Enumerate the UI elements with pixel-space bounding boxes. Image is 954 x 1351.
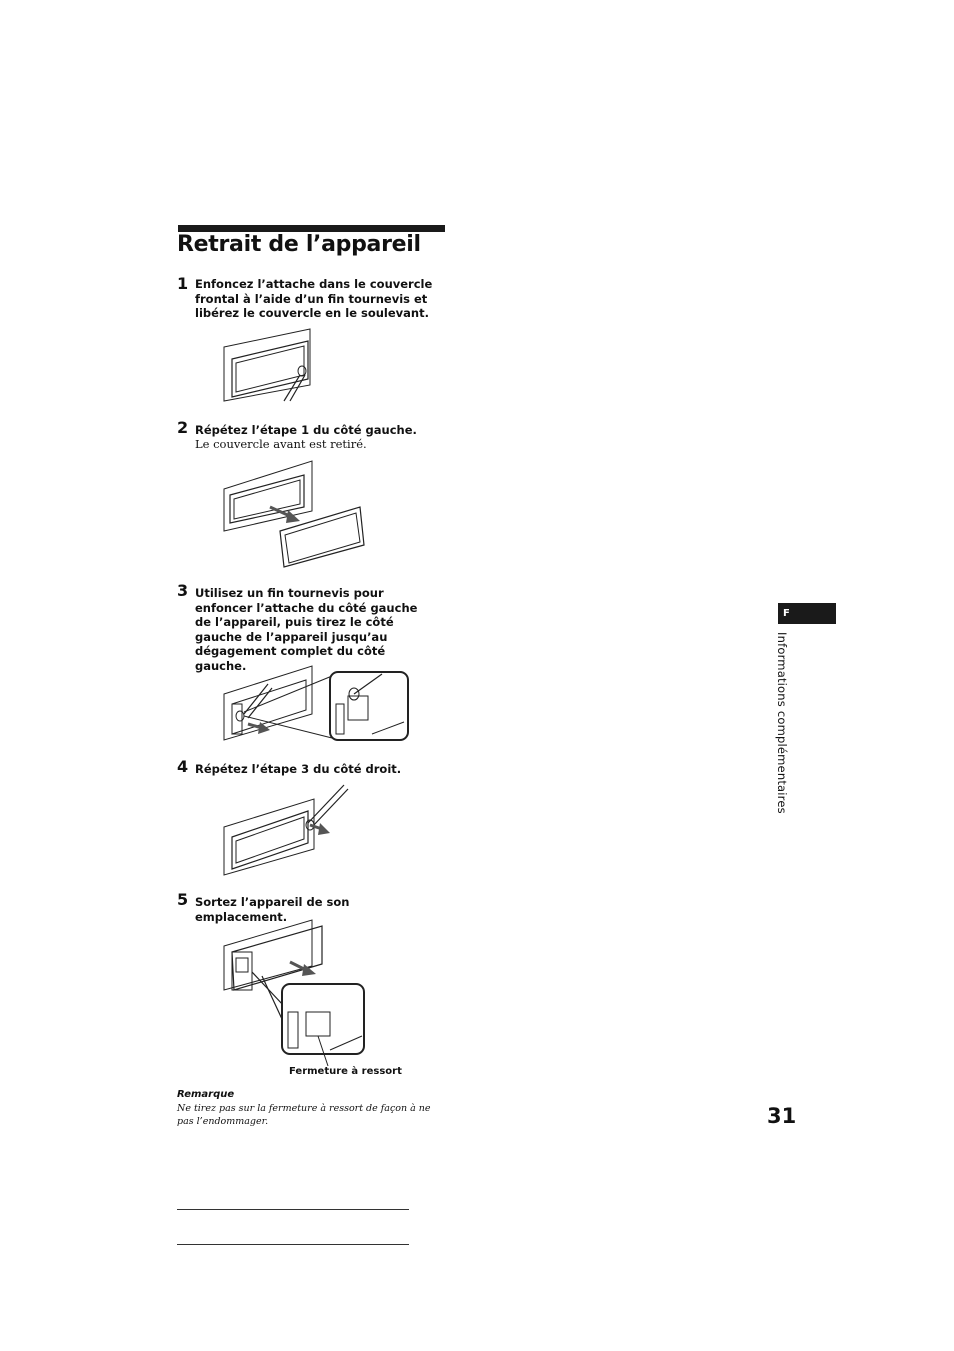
step-2-subtext: Le couvercle avant est retiré. xyxy=(195,437,367,451)
bottom-rule-1 xyxy=(177,1209,409,1210)
page-title: Retrait de l’appareil xyxy=(177,232,421,257)
step-5-text: Sortez l’appareil de son emplacement. xyxy=(195,895,350,924)
step-3-illustration xyxy=(222,664,412,744)
step-3-number: 3 xyxy=(177,581,189,600)
step-4-number: 4 xyxy=(177,757,189,776)
step-5-number: 5 xyxy=(177,890,189,909)
step-3-text: Utilisez un fin tournevis pour enfoncer l’attache du côté gauche de l’appareil, puis tirez le côté gauche de l’appareil jusqu’au dégagement complet du côté gauche. xyxy=(195,586,418,673)
side-section-label-text: Informations complémentaires xyxy=(775,632,789,814)
spring-lock-caption: Fermeture à ressort xyxy=(289,1066,402,1077)
language-tab: F xyxy=(778,603,836,624)
step-4-text: Répétez l’étape 3 du côté droit. xyxy=(195,762,402,776)
step-1-text: Enfoncez l’attache dans le couvercle frontal à l’aide d’un fin tournevis et libérez le couvercle en le soulevant. xyxy=(195,277,433,320)
page-number: 31 xyxy=(767,1104,797,1128)
section-rule xyxy=(178,225,445,232)
bottom-rule-2 xyxy=(177,1244,409,1245)
note-text: Ne tirez pas sur la fermeture à ressort de façon à ne pas l’endommager. xyxy=(177,1103,431,1127)
step-1-number: 1 xyxy=(177,274,189,293)
step-1-illustration xyxy=(222,327,322,403)
step-4-illustration xyxy=(222,781,357,877)
step-2-illustration xyxy=(222,459,367,569)
step-2-number: 2 xyxy=(177,418,189,437)
step-2-text: Répétez l’étape 1 du côté gauche. xyxy=(195,423,417,437)
side-section-label xyxy=(775,632,789,822)
note-title: Remarque xyxy=(177,1089,235,1100)
step-5-illustration xyxy=(222,916,367,1056)
